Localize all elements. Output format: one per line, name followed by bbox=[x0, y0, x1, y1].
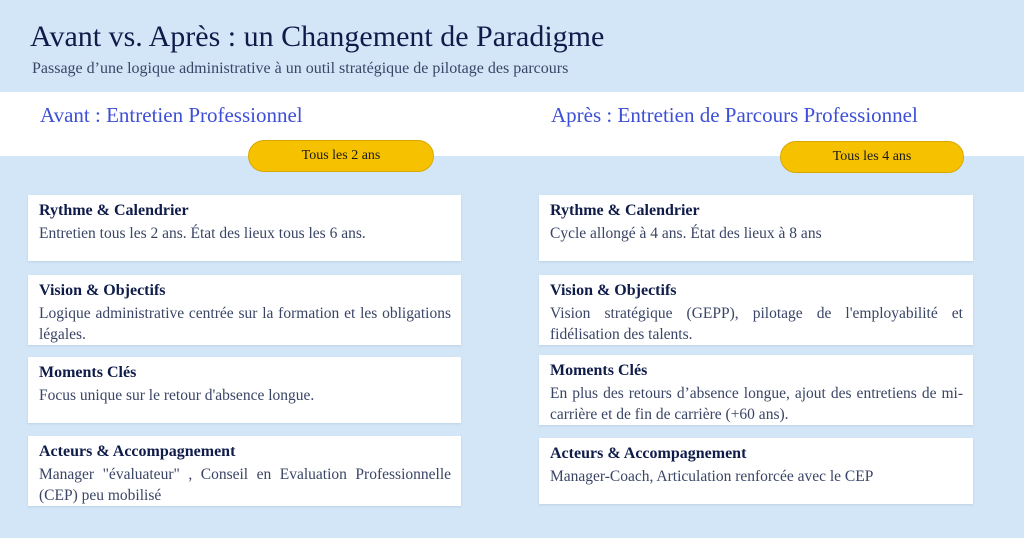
after-card-rhythm-text: Cycle allongé à 4 ans. État des lieux à 8 ans bbox=[550, 225, 822, 242]
after-card-moments-text: En plus des retours d’absence longue, ajout des entretiens de mi-carrière et de fin de carrière (+60 ans). bbox=[550, 385, 963, 423]
after-card-vision-title: Vision & Objectifs bbox=[550, 282, 677, 299]
after-frequency-badge: Tous les 4 ans bbox=[780, 141, 964, 173]
after-card-actors-title: Acteurs & Accompagnement bbox=[550, 445, 747, 462]
after-card-actors-text: Manager-Coach, Articulation renforcée avec le CEP bbox=[550, 468, 874, 485]
after-card-moments bbox=[539, 355, 973, 425]
before-card-actors-title: Acteurs & Accompagnement bbox=[39, 443, 236, 460]
after-card-rhythm-title: Rythme & Calendrier bbox=[550, 202, 700, 219]
before-card-actors-text: Manager "évaluateur" , Conseil en Evaluation Professionnelle (CEP) peu mobilisé bbox=[39, 466, 451, 504]
before-card-rhythm-title: Rythme & Calendrier bbox=[39, 202, 189, 219]
before-card-vision bbox=[28, 275, 461, 345]
after-card-vision bbox=[539, 275, 973, 345]
after-card-moments-title: Moments Clés bbox=[550, 362, 648, 379]
after-card-vision-text: Vision stratégique (GEPP), pilotage de l'employabilité et fidélisation des talents. bbox=[550, 305, 963, 343]
before-card-rhythm-text: Entretien tous les 2 ans. État des lieux tous les 6 ans. bbox=[39, 225, 366, 242]
before-card-vision-text: Logique administrative centrée sur la formation et les obligations légales. bbox=[39, 305, 451, 343]
after-card-actors bbox=[539, 438, 973, 504]
before-card-moments-title: Moments Clés bbox=[39, 364, 137, 381]
before-card-rhythm bbox=[28, 195, 461, 261]
before-card-actors bbox=[28, 436, 461, 506]
after-column-heading: Après : Entretien de Parcours Professionnel bbox=[551, 103, 918, 127]
before-card-vision-title: Vision & Objectifs bbox=[39, 282, 166, 299]
after-card-rhythm bbox=[539, 195, 973, 261]
before-frequency-badge: Tous les 2 ans bbox=[248, 140, 434, 172]
before-column-heading: Avant : Entretien Professionnel bbox=[40, 103, 303, 127]
before-card-moments bbox=[28, 357, 461, 423]
page-subtitle: Passage d’une logique administrative à un outil stratégique de pilotage des parcours bbox=[32, 60, 569, 77]
page-title: Avant vs. Après : un Changement de Paradigme bbox=[30, 20, 605, 53]
before-card-moments-text: Focus unique sur le retour d'absence longue. bbox=[39, 387, 315, 404]
